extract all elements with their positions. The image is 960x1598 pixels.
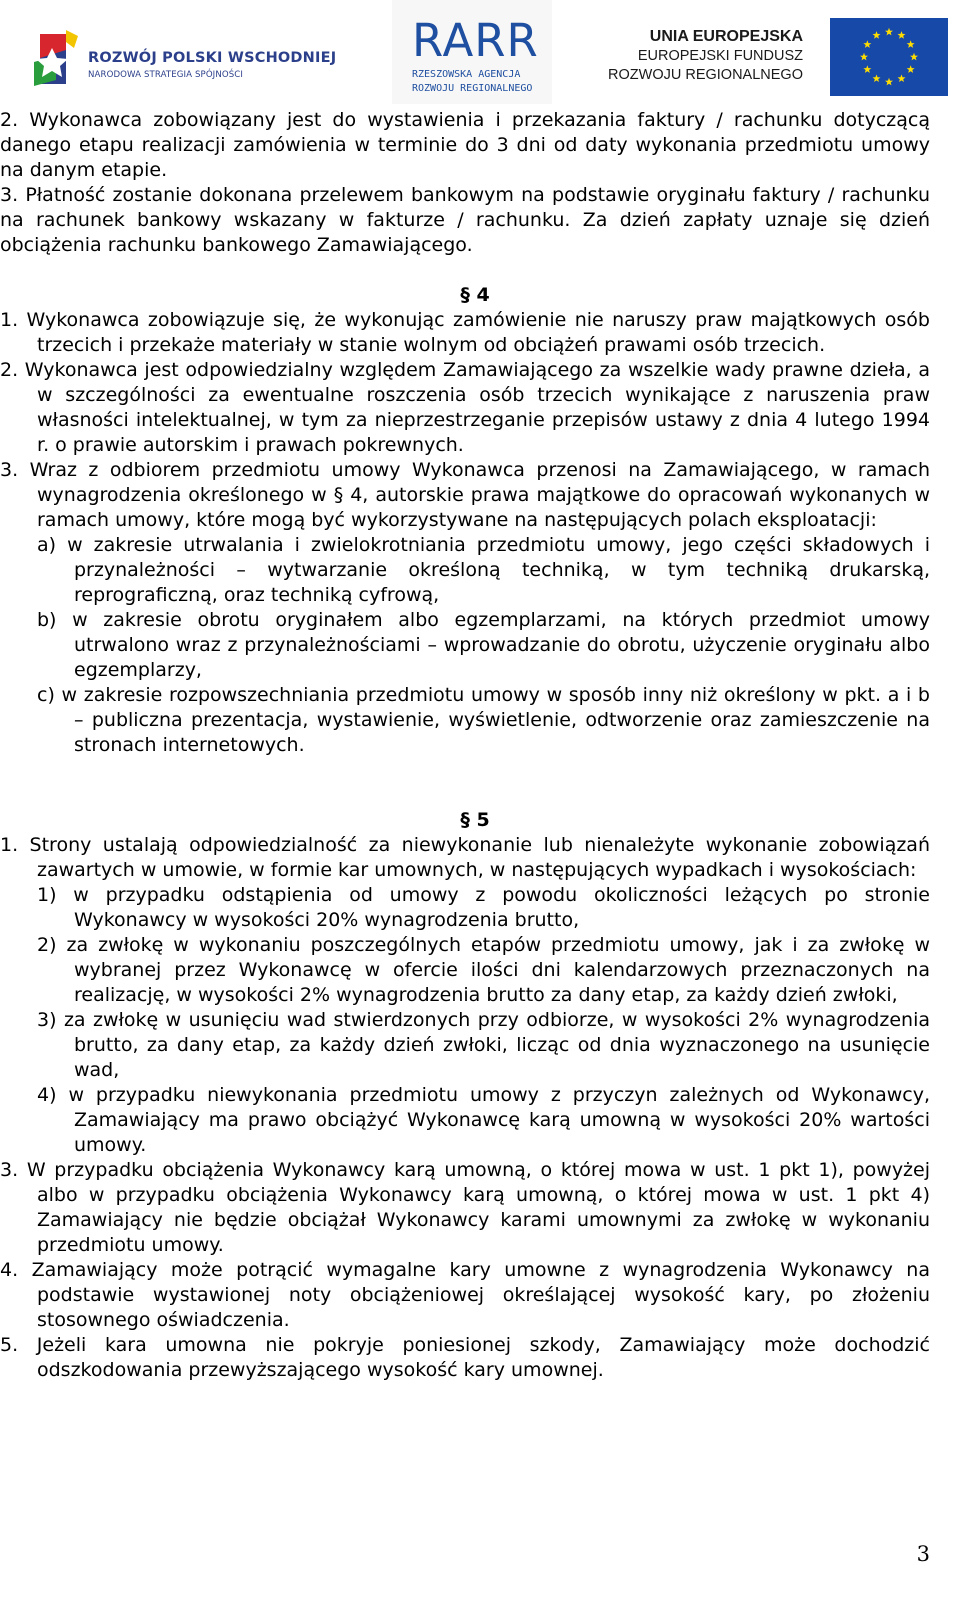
- document-body: [0, 108, 930, 1383]
- section-5-point-1-4: 4) w przypadku niewykonania przedmiotu umowy z przyczyn zależnych od Wykonawcy, Zamawiający ma prawo obciążyć Wykonawcę karą umowną w wysokości 20% wartości umowy.: [37, 1084, 930, 1156]
- section-5-point-1-2: 2) za zwłokę w wykonaniu poszczególnych etapów przedmiotu umowy, jak i za zwłokę w wybranej przez Wykonawcę w ofercie ilości dni kalendarzowych przeznaczonych na realizację, w wysokości 2% wynagrodzenia brutto za dany etap, za każdy dzień zwłoki,: [37, 934, 930, 1006]
- section-4-point-3: 3. Wraz z odbiorem przedmiotu umowy Wykonawca przenosi na Zamawiającego, w ramach wynagrodzenia określonego w § 4, autorskie prawa majątkowe do opracowań wykonanych w ramach umowy, które mogą być wykorzystywane na następujących polach eksploatacji:: [0, 459, 930, 531]
- section-5-point-3: 3. W przypadku obciążenia Wykonawcy karą umowną, o której mowa w ust. 1 pkt 1), powyżej albo w przypadku obciążenia Wykonawcy karą umowną, o której mowa w ust. 1 pkt 4) Zamawiający nie będzie obciążał Wykonawcy karami umownymi za zwłokę w wykonaniu przedmiotu umowy.: [0, 1159, 930, 1256]
- eu-line3: ROZWOJU REGIONALNEGO: [608, 67, 803, 83]
- rarr-logo: [392, 0, 552, 104]
- section-4-point-3c: c) w zakresie rozpowszechniania przedmiotu umowy w sposób inny niż określony w pkt. a i b – publiczna prezentacja, wystawienie, wyświetlenie, odtworzenie oraz zamieszczenie na stronach internetowych.: [37, 684, 930, 756]
- rarr-name: RARR: [412, 14, 539, 67]
- section-4-point-3a: a) w zakresie utrwalania i zwielokrotniania przedmiotu umowy, jego części składowych i przynależności – wytwarzanie określoną techniką, w tym techniką drukarską, reprograficzną, oraz techniką cyfrową,: [37, 534, 930, 606]
- section-4-point-1: 1. Wykonawca zobowiązuje się, że wykonując zamówienie nie naruszy praw majątkowych osób trzecich i przekaże materiały w stanie wolnym od obciążeń prawami osób trzecich.: [0, 309, 930, 356]
- section-5-heading: § 5: [460, 809, 490, 831]
- section-4-point-2: 2. Wykonawca jest odpowiedzialny względem Zamawiającego za wszelkie wady prawne dzieła, a w szczególności za ewentualne roszczenia osób trzecich wynikające z naruszenia praw własności intelektualnej, w tym za nieprzestrzeganie przepisów ustawy z dnia 4 lutego 1994 r. o prawie autorskim i prawach pokrewnych.: [0, 359, 930, 456]
- paragraph-2: 2. Wykonawca zobowiązany jest do wystawienia i przekazania faktury / rachunku dotyczącą danego etapu realizacji zamówienia w terminie do 3 dni od daty wykonania przedmiotu umowy na danym etapie.: [0, 109, 930, 181]
- section-5-point-4: 4. Zamawiający może potrącić wymagalne kary umowne z wynagrodzenia Wykonawcy na podstawie wystawionej noty obciążeniowej określającej wysokość kary, po złożeniu stosownego oświadczenia.: [0, 1259, 930, 1331]
- section-5-point-1-3: 3) za zwłokę w usunięciu wad stwierdzonych przy odbiorze, w wysokości 2% wynagrodzenia brutto, za dany etap, za każdy dzień zwłoki, licząc od dnia wyznaczonego na usunięcie wad,: [37, 1009, 930, 1081]
- rarr-line1: RZESZOWSKA AGENCJA: [412, 69, 521, 80]
- eu-line1: UNIA EUROPEJSKA: [649, 28, 803, 45]
- rpw-title: ROZWÓJ POLSKI WSCHODNIEJ: [88, 50, 337, 66]
- rarr-line2: ROZWOJU REGIONALNEGO: [412, 83, 533, 94]
- page-header: [0, 0, 960, 110]
- eu-line2: EUROPEJSKI FUNDUSZ: [637, 48, 803, 64]
- section-4-heading: § 4: [460, 284, 490, 306]
- paragraph-3: 3. Płatność zostanie dokonana przelewem bankowym na podstawie oryginału faktury / rachunku na rachunek bankowy wskazany w fakturze / rachunku. Za dzień zapłaty uznaje się dzień obciążenia rachunku bankowego Zamawiającego.: [0, 184, 930, 256]
- section-5-point-5: 5. Jeżeli kara umowna nie pokryje poniesionej szkody, Zamawiający może dochodzić odszkodowania przewyższającego wysokość kary umownej.: [0, 1334, 930, 1381]
- section-5-point-1: 1. Strony ustalają odpowiedzialność za niewykonanie lub nienależyte wykonanie zobowiązań zawartych w umowie, w formie kar umownych, w następujących wypadkach i wysokościach:: [0, 834, 930, 881]
- section-4-point-3b: b) w zakresie obrotu oryginałem albo egzemplarzami, na których przedmiot umowy utrwalono wraz z przynależnościami – wprowadzanie do obrotu, użyczenie oryginału albo egzemplarzy,: [37, 609, 930, 681]
- eu-flag-icon: [830, 18, 948, 96]
- rpw-subtitle: NARODOWA STRATEGIA SPÓJNOŚCI: [88, 70, 244, 80]
- page-number: 3: [916, 1542, 930, 1566]
- section-5-point-1-1: 1) w przypadku odstąpienia od umowy z powodu okoliczności leżących po stronie Wykonawcy w wysokości 20% wynagrodzenia brutto,: [37, 884, 930, 931]
- eu-logo: [608, 26, 948, 98]
- rozwoj-polski-wschodniej-logo: [30, 26, 350, 94]
- star-flag-icon: [30, 28, 80, 90]
